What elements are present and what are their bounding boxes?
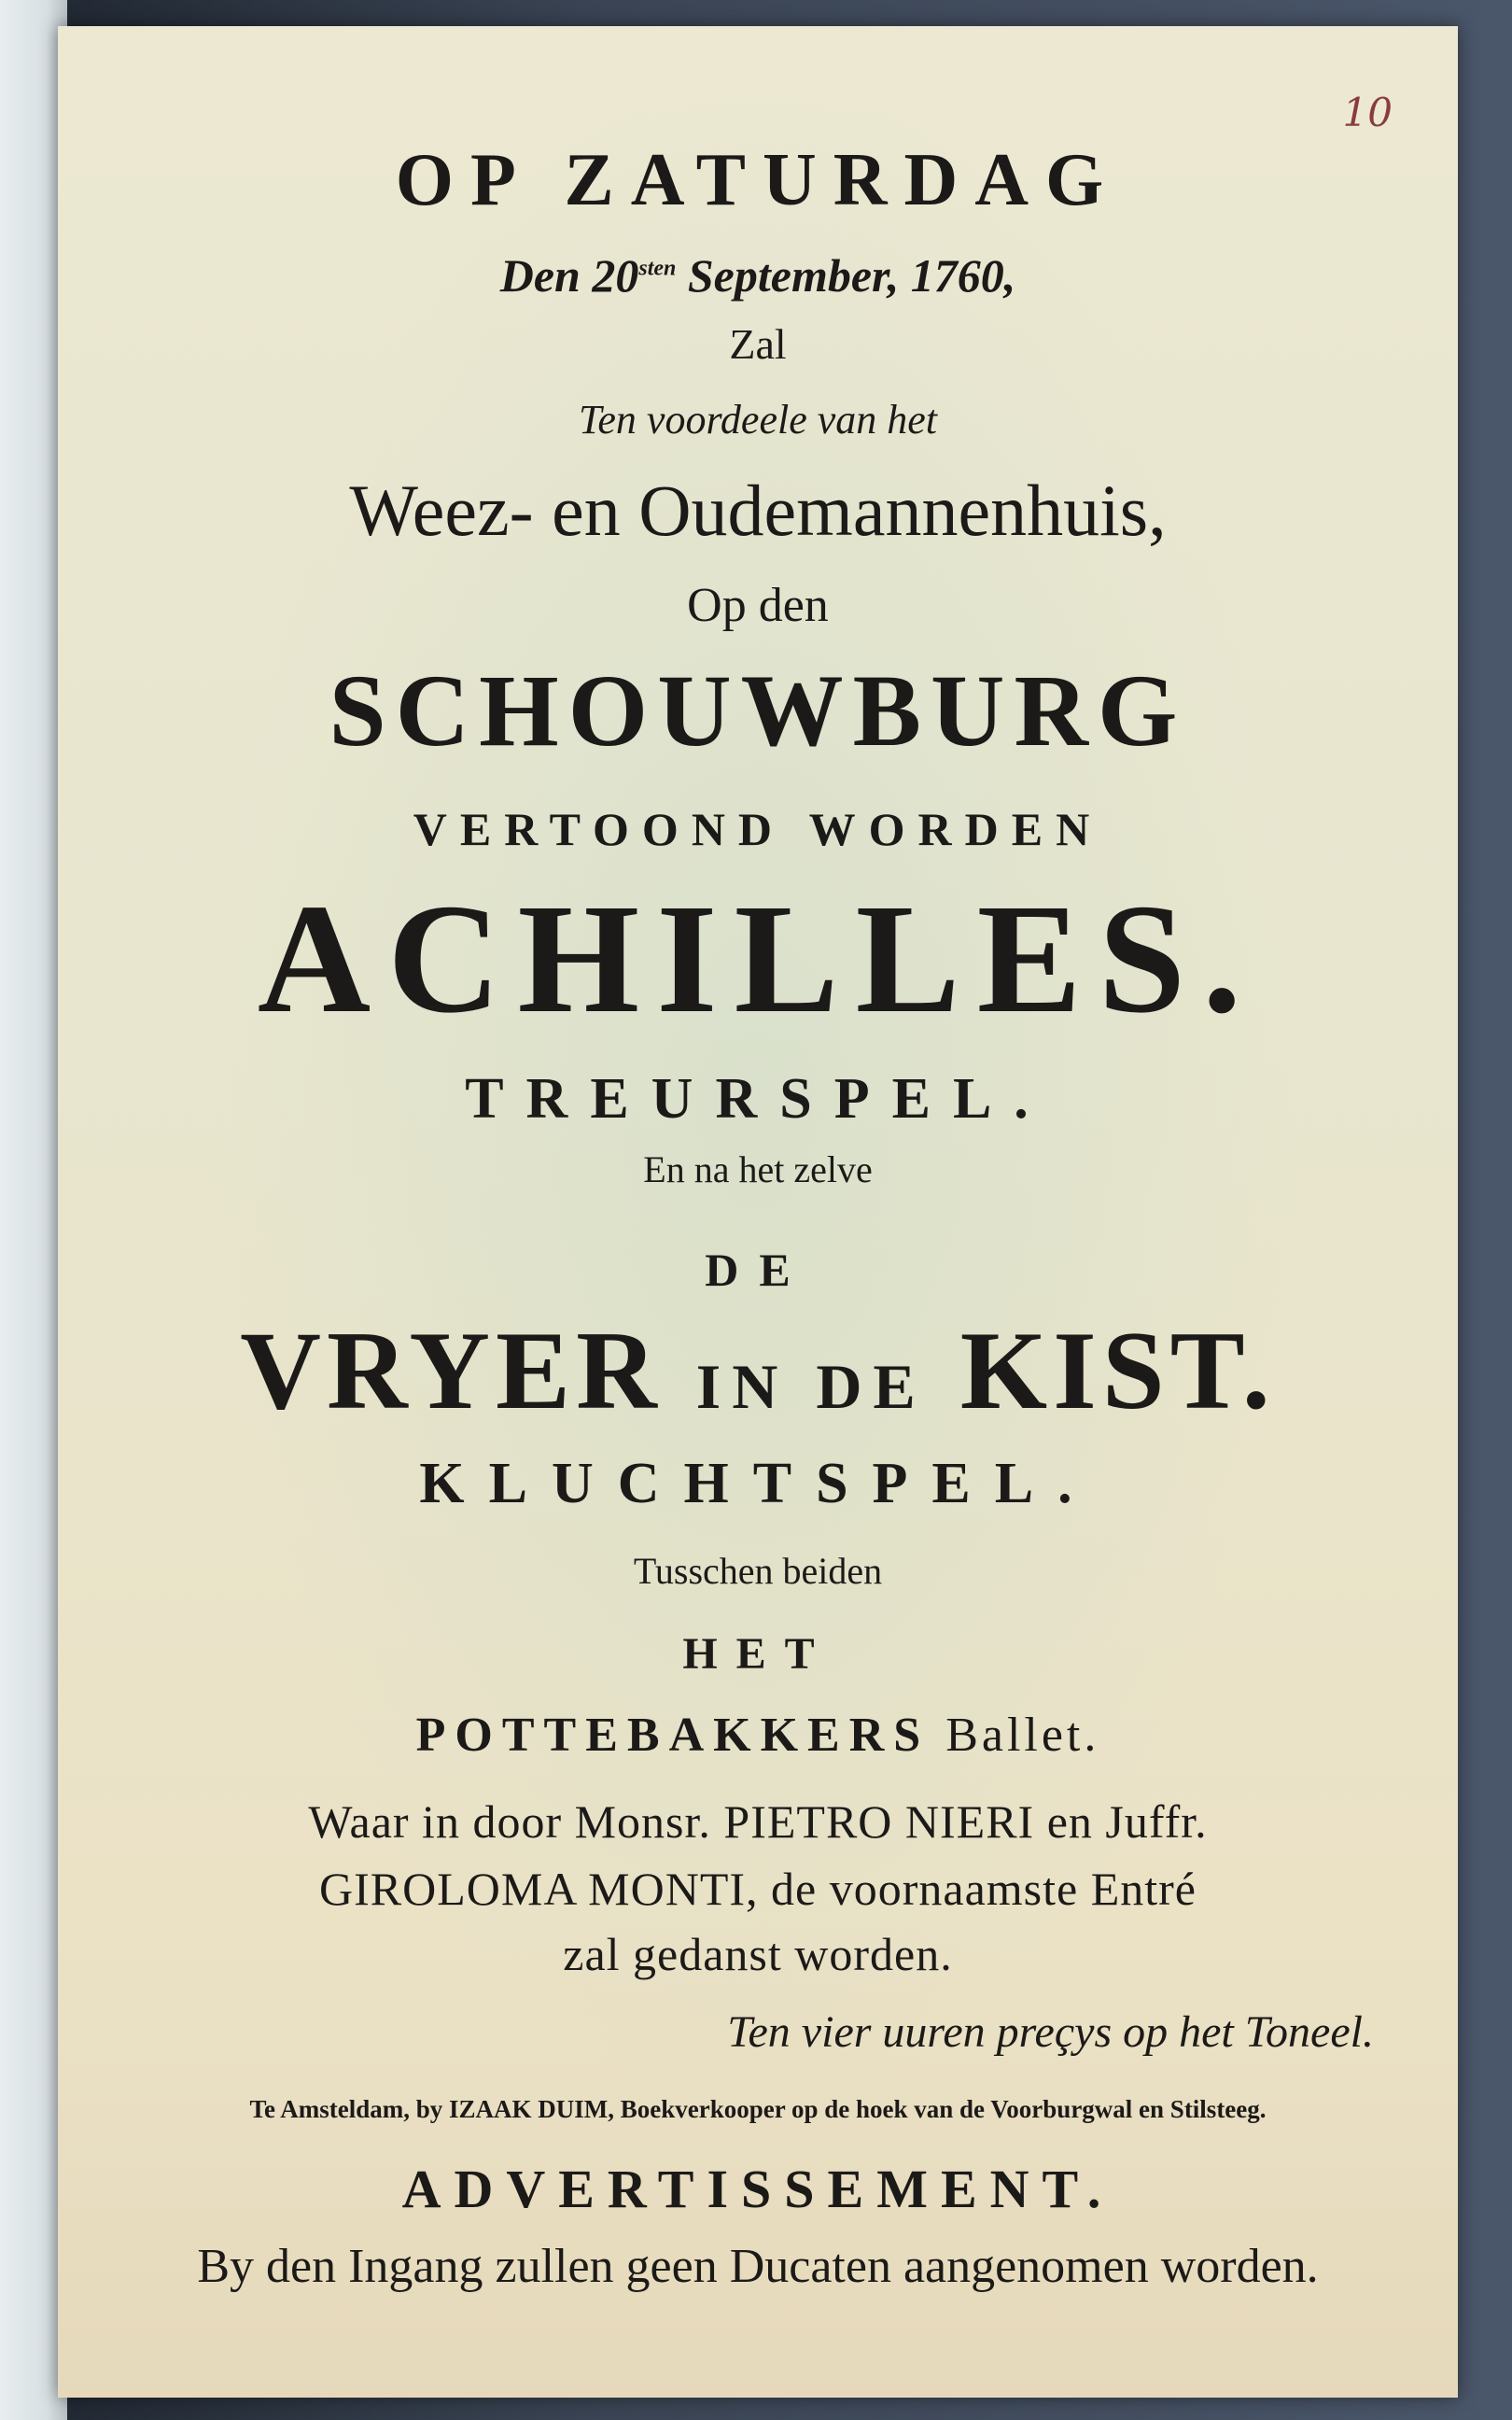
tusschen-line: Tusschen beiden	[633, 1550, 883, 1592]
het-line: HET	[682, 1629, 833, 1679]
advertissement-heading: ADVERTISSEMENT.	[401, 2159, 1114, 2219]
zal-line: Zal	[729, 320, 787, 368]
vertoond-line: VERTOOND WORDEN	[413, 803, 1103, 855]
ballet-line	[58, 1711, 1458, 1760]
play1-genre: TREURSPEL.	[465, 1067, 1051, 1131]
play1-title: ACHILLES.	[257, 872, 1259, 1046]
day-heading: OP ZATURDAG	[395, 139, 1121, 221]
play2-title-part3: KIST.	[959, 1308, 1276, 1432]
dancers-line-3: zal gedanst worden.	[563, 1928, 953, 1980]
notice-line: By den Ingang zullen geen Ducaten aangenomen worden.	[197, 2240, 1319, 2293]
date-suffix: September, 1760,	[676, 249, 1016, 302]
dancers-line-2: GIROLOMA MONTI, de voornaamste Entré	[319, 1863, 1197, 1915]
dancers-line-1: Waar in door Monsr. PIETRO NIERI en Juffr.	[308, 1795, 1208, 1848]
date-superscript: sten	[638, 256, 677, 281]
ballet-name: POTTEBAKKERS	[415, 1709, 931, 1762]
ballet-word: Ballet.	[945, 1709, 1100, 1762]
play2-genre: KLUCHTSPEL.	[419, 1452, 1097, 1515]
date-line	[58, 249, 1458, 302]
play2-title-part2: IN DE	[695, 1351, 927, 1422]
en-na-line: En na het zelve	[643, 1148, 873, 1190]
op-den-line: Op den	[687, 579, 829, 632]
time-line: Ten vier uuren preçys op het Toneel.	[727, 2007, 1374, 2057]
poster-page	[58, 26, 1458, 2398]
page-number: 10	[1342, 90, 1393, 135]
institution-line: Weez- en Oudemannenhuis,	[349, 470, 1167, 551]
de-line: DE	[705, 1244, 811, 1296]
play2-title	[58, 1308, 1458, 1432]
date-prefix: Den 20	[499, 249, 639, 302]
ten-voordeele-line: Ten voordeele van het	[578, 397, 938, 443]
printer-line: Te Amsteldam, by IZAAK DUIM, Boekverkooper op de hoek van de Voorburgwal en Stilsteeg.	[249, 2095, 1267, 2123]
schouwburg-heading: SCHOUWBURG	[329, 654, 1187, 767]
play2-title-part1: VRYER	[240, 1308, 663, 1432]
